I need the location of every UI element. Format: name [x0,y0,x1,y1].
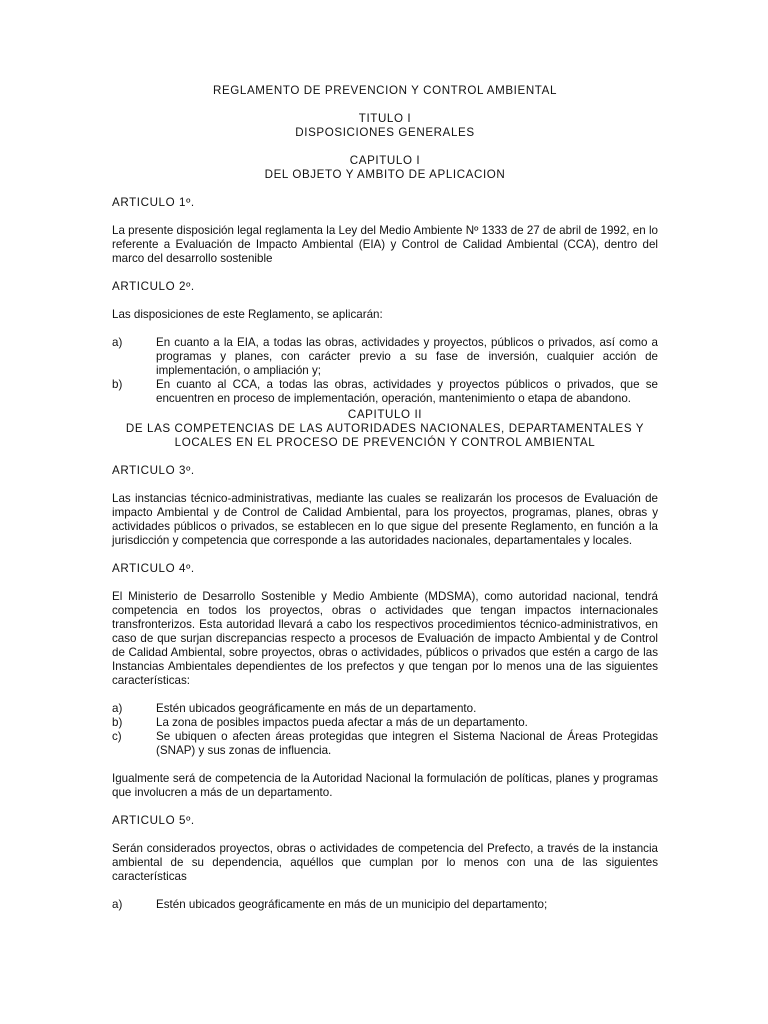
capitulo-2-number: CAPITULO II [347,408,423,421]
list-item [112,898,658,912]
list-text: Estén ubicados geográficamente en más de un municipio del departamento; [156,898,548,911]
list-text: Se ubiquen o afecten áreas protegidas que integren el Sistema Nacional de Áreas Protegidas (SNAP) y sus zonas de influencia. [156,730,658,757]
list-item [112,730,658,758]
list-item [112,702,658,716]
articulo-4-list [112,702,658,758]
main-title: REGLAMENTO DE PREVENCION Y CONTROL AMBIENTAL [212,84,557,97]
articulo-4-closing: Igualmente será de competencia de la Autoridad Nacional la formulación de políticas, planes y programas que involucren a más de un departamento. [112,772,658,799]
articulo-2-intro: Las disposiciones de este Reglamento, se aplicarán: [112,308,383,321]
list-item [112,716,658,730]
list-text: La zona de posibles impactos pueda afectar a más de un departamento. [156,716,528,729]
capitulo-1-name: DEL OBJETO Y AMBITO DE APLICACION [264,168,506,181]
articulo-3-text: Las instancias técnico-administrativas, mediante las cuales se realizarán los procesos de Evaluación de impacto Ambiental y de Control de Calidad Ambiental, para los proyectos, programas, planes, obras y actividades públicos o privados, se establecen en lo que sigue del presente Reglamento, en función a la jurisdicción y competencia que corresponde a las autoridades nacionales, departamentales y locales. [112,492,658,547]
articulo-4-text: El Ministerio de Desarrollo Sostenible y Medio Ambiente (MDSMA), como autoridad nacional, tendrá competencia en todos los proyectos, obras o actividades que tengan impactos internacionales transfronterizos. Esta autoridad llevará a cabo los respectivos procedimientos técnico-administrativos, en caso de que surjan discrepancias respecto a procesos de Evaluación de impacto Ambiental y de Control de Calidad Ambiental, sobre proyectos, obras o actividades, públicos o privados que estén a cargo de las Instancias Ambientales dependientes de los prefectos y que tengan por lo menos una de las siguientes características: [112,590,658,687]
list-marker: c) [112,730,122,743]
articulo-1-text: La presente disposición legal reglamenta la Ley del Medio Ambiente Nº 1333 de 27 de abril de 1992, en lo referente a Evaluación de Impacto Ambiental (EIA) y Control de Calidad Ambiental (CCA), dentro del marco del desarrollo sostenible [112,224,658,265]
articulo-1-heading: ARTICULO 1º. [112,196,195,209]
document-title [112,84,658,98]
list-text: Estén ubicados geográficamente en más de un departamento. [156,702,477,715]
list-item [112,378,658,406]
articulo-5-heading: ARTICULO 5º. [112,814,195,827]
capitulo-2-name: DE LAS COMPETENCIAS DE LAS AUTORIDADES NACIONALES, DEPARTAMENTALES Y LOCALES EN EL PROCESO DE PREVENCIÓN Y CONTROL AMBIENTAL [125,422,645,449]
titulo-name: DISPOSICIONES GENERALES [295,126,475,139]
document-body [112,84,658,926]
list-marker: a) [112,336,123,349]
list-marker: a) [112,702,123,715]
capitulo-1-number: CAPITULO I [349,154,421,167]
list-item [112,336,658,378]
list-marker: b) [112,716,123,729]
capitulo-1-heading [112,154,658,182]
articulo-4-heading: ARTICULO 4º. [112,562,195,575]
articulo-3-heading: ARTICULO 3º. [112,464,195,477]
list-text: En cuanto a la EIA, a todas las obras, actividades y proyectos, públicos o privados, así como a programas y planes, con carácter previo a su fase de inversión, cualquier acción de implementación, o ampliación y; [156,336,658,377]
list-marker: b) [112,378,123,391]
articulo-5-list [112,898,658,912]
articulo-2-list [112,336,658,406]
capitulo-2-heading [112,408,658,450]
list-marker: a) [112,898,123,911]
titulo-number: TITULO I [358,112,412,125]
list-text: En cuanto al CCA, a todas las obras, actividades y proyectos públicos o privados, que se encuentren en proceso de implementación, operación, mantenimiento o etapa de abandono. [156,378,658,405]
articulo-2-heading: ARTICULO 2º. [112,280,195,293]
titulo-heading [112,112,658,140]
articulo-5-text: Serán considerados proyectos, obras o actividades de competencia del Prefecto, a través de la instancia ambiental de su dependencia, aquéllos que cumplan por lo menos con una de las siguientes características [112,842,658,883]
